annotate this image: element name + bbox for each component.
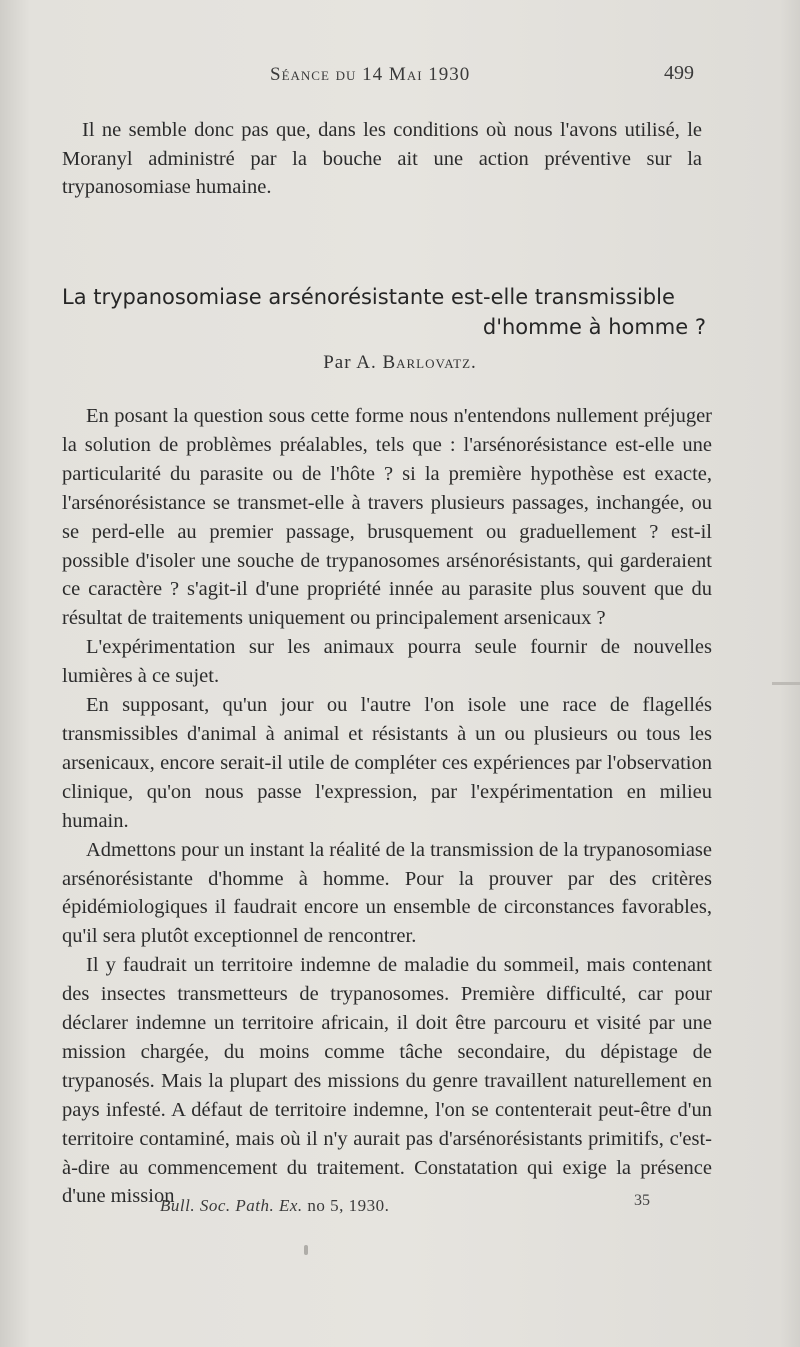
intro-paragraph: Il ne semble donc pas que, dans les conditions où nous l'avons utilisé, le Moranyl administré par la bouche ait une action préventive sur la trypanosomiase humaine.: [62, 119, 702, 199]
author-name: Barlovatz.: [382, 352, 477, 373]
author-prefix: Par A.: [323, 352, 377, 373]
paper-edge-mark: [772, 682, 800, 685]
body-paragraph-1: En posant la question sous cette forme nous n'entendons nullement préjuger la solution de problèmes préalables, tels que : l'arsénorésistance est-elle une particularité du parasite ou de l'hôte ? si la première hypothèse est exacte, l'arsénorésistance se transmet-elle à travers plusieurs passages, inchangée, ou se perd-elle au premier passage, brusquement ou graduellement ? est-il possible d'isoler une souche de trypanosomes arsénorésistants, qui garderaient ce caractère ? s'agit-il d'une propriété innée au parasite plus souvent que du résultat de traitements uniquement ou principalement arsenicaux ?: [62, 405, 712, 630]
page-number: 499: [664, 62, 694, 84]
body-paragraph-5: Il y faudrait un territoire indemne de maladie du sommeil, mais contenant des insectes transmetteurs de trypanosomes. Première difficulté, car pour déclarer indemne un territoire africain, il doit être parcouru et visité par une mission chargée, du moins comme tâche secondaire, du dépistage de trypanosés. Mais la plupart des missions du genre travaillent naturellement en pays infesté. A défaut de territoire indemne, l'on se contenterait peut-être d'un territoire contaminé, mais où il n'y aurait pas d'arsénorésistants primitifs, c'est-à-dire au commencement du traitement. Constatation qui exige la présence d'une mission: [62, 954, 712, 1208]
running-title: Séance du 14 Mai 1930: [270, 64, 471, 85]
article-body: [62, 402, 712, 1211]
article-title: [62, 282, 712, 342]
article-author: [0, 352, 800, 374]
ink-smudge: [304, 1245, 308, 1255]
article-title-line-2: d'homme à homme ?: [482, 315, 706, 339]
footer-citation-issue: no 5, 1930.: [307, 1196, 390, 1215]
footer-citation: [160, 1196, 389, 1216]
body-paragraph-4: Admettons pour un instant la réalité de la transmission de la trypanosomiase arsénorésistante d'homme à homme. Pour la prouver par des critères épidémiologiques il faudrait encore un ensemble de circonstances favorables, qu'il sera plutôt exceptionnel de rencontrer.: [62, 838, 712, 948]
footer-citation-journal: Bull. Soc. Path. Ex.: [160, 1196, 303, 1215]
body-paragraph-2: L'expérimentation sur les animaux pourra seule fournir de nouvelles lumières à ce sujet.: [62, 636, 712, 688]
page-footer: [0, 1192, 800, 1226]
intro-paragraph-block: [62, 116, 702, 202]
page-header: [0, 62, 800, 92]
body-paragraph-3: En supposant, qu'un jour ou l'autre l'on isole une race de flagellés transmissibles d'animal à animal et résistants à un ou plusieurs ou tous les arsenicaux, encore serait-il utile de compléter ces expériences par l'observation clinique, qu'on nous passe l'expression, par l'expérimentation en milieu humain.: [62, 694, 712, 832]
article-title-line-1: La trypanosomiase arsénorésistante est-elle transmissible: [62, 285, 675, 309]
signature-mark: 35: [634, 1192, 650, 1209]
